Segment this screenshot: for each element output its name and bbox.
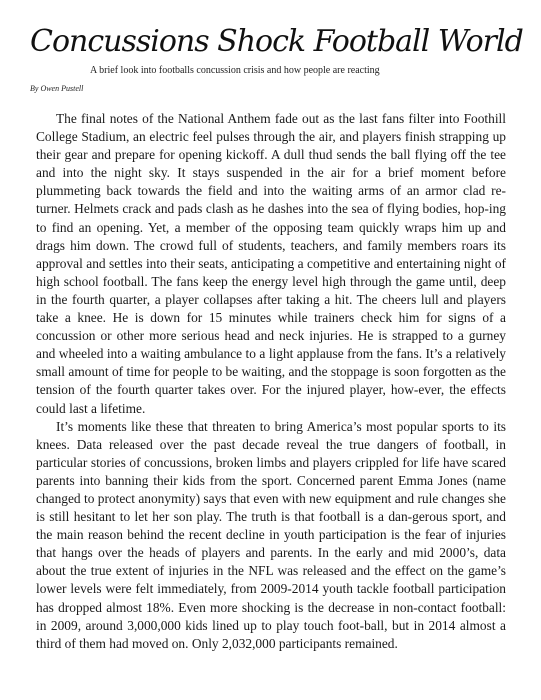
article-paragraph: The final notes of the National Anthem fade out as the last fans filter into Foothill College Stadium, an electric feel pulses through the air, and players finish strapping up their gear and prepare for opening kickoff. A dull thud sends the ball flying off the tee and into the night sky. It stays suspended in the air for a brief moment before plummeting back towards the field and into the waiting arms of an armor clad re-turner. Helmets crack and pads clash as he dashes into the sea of flying bodies, hop-ing to find an opening. Yet, a member of the opposing team quickly wraps him up and drags him down. The crowd full of students, teachers, and family members roars its approval and settles into their seats, anticipating a competitive and entertaining night of high school football. The fans keep the energy level high through the game until, deep in the fourth quarter, a player collapses after taking a hit. The cheers lull and players take a knee. He is down for 15 minutes while trainers check him for signs of a concussion or other more serious head and neck injuries. He is strapped to a gurney and wheeled into a waiting ambulance to a light applause from the fans. It’s a relatively small amount of time for people to be waiting, and the stoppage is soon forgotten as the tension of the fourth quarter takes over. For the injured player, how-ever, the effects could last a lifetime.	[36, 111, 506, 416]
article-paragraph: It’s moments like these that threaten to bring America’s most popular sports to its knees. Data released over the past decade reveal the true dangers of football, in particular stories of concussions, broken limbs and players crippled for life have scared parents into banning their kids from the sport. Concerned parent Emma Jones (name changed to protect anonymity) says that even with new equipment and rule changes she is still hesitant to let her son play. The truth is that football is a dan-gerous sport, and the main reason behind the recent decline in youth participation is the fear of injuries that hangs over the heads of players and parents. In the early and mid 2000’s, data about the true extent of injuries in the NFL was released and the effect on the game’s lower levels were felt immediately, from 2009-2014 youth tackle football participation has dropped almost 18%. Even more shocking is the decrease in non-contact football: in 2009, around 3,000,000 kids lined up to play touch foot-ball, but in 2014 almost a third of them had moved on. Only 2,032,000 participants remained.	[36, 418, 506, 651]
article-subtitle: A brief look into footballs concussion crisis and how people are reacting	[90, 65, 380, 76]
article-byline: By Owen Pustell	[30, 84, 84, 93]
article-title: Concussions Shock Football World	[30, 24, 523, 59]
article-body	[36, 110, 506, 653]
